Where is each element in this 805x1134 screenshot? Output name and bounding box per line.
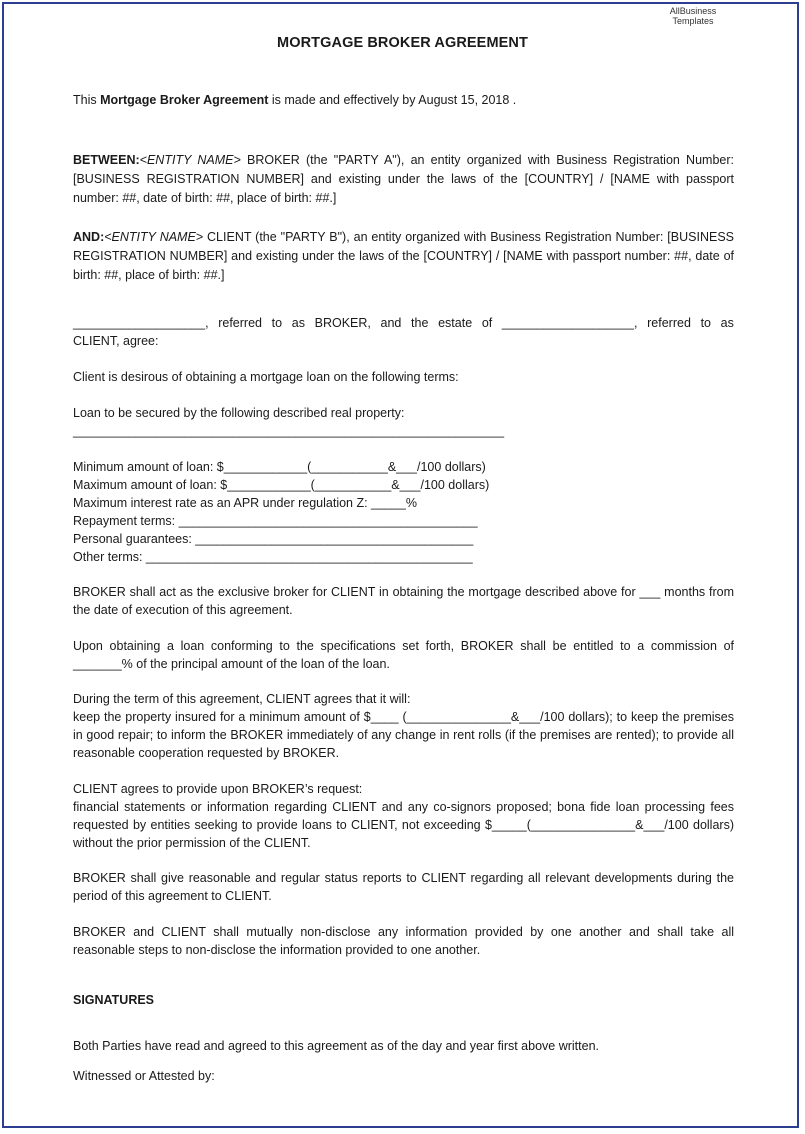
between-entity: <ENTITY NAME> [139,153,241,167]
loan-terms [73,458,734,566]
between-paragraph [73,151,734,208]
referred-word: to [271,316,283,330]
exclusive-paragraph: BROKER shall act as the exclusive broker for CLIENT in obtaining the mortgage described above for ___ months from the date of execution of this agreement. [73,585,734,617]
property-label: Loan to be secured by the following described real property: [73,406,405,420]
and-paragraph [73,228,734,285]
intro-paragraph [73,91,734,109]
provide-text: financial statements or information regarding CLIENT and any co-signors proposed; bona fide loan processing fees requested by entities seeking to provide loans to CLIENT, not exceeding $_____(_______________&___/100 dollars) without the prior permission of the CLIENT. [73,800,734,850]
signatures-read: Both Parties have read and agreed to this agreement as of the day and year first above written. [73,1039,600,1053]
intro-bold: Mortgage Broker Agreement [100,93,269,107]
referred-word: and [380,316,402,330]
provide-paragraph [73,780,734,852]
referred-line-1 [73,314,734,332]
referred-word: estate [438,316,473,330]
referred-word: the [411,316,429,330]
signatures-witness: Witnessed or Attested by: [73,1069,215,1083]
referred-paragraph [73,314,734,350]
provide-intro: CLIENT agrees to provide upon BROKER’s request: [73,782,363,796]
referred-word: as [291,316,305,330]
and-entity: <ENTITY NAME> [104,230,204,244]
commission-paragraph: Upon obtaining a loan conforming to the specifications set forth, BROKER shall be entitled to a commission of _______% of the principal amount of the loan of the loan. [73,639,734,671]
term-guarantees: Personal guarantees: ________________________________________ [73,532,474,546]
during-paragraph [73,690,734,762]
between-text: BROKER (the "PARTY A"), an entity organized with Business Registration Number: [BUSINESS REGISTRATION NUMBER] and existing under the laws of the [COUNTRY] / [NAME with passport number: ##, date of birth: ##, place of birth: ##.] [73,153,734,205]
term-max-amount: Maximum amount of loan: $____________(___________&___/100 dollars) [73,478,490,492]
and-label: AND: [73,230,105,244]
property-blank: ______________________________________________________________ [73,424,505,438]
intro-pre: This [73,93,101,107]
status-paragraph: BROKER shall give reasonable and regular status reports to CLIENT regarding all relevant developments during the period of this agreement to CLIENT. [73,871,734,903]
referred-word: as [720,316,734,330]
property-paragraph [73,404,734,440]
desire-paragraph: Client is desirous of obtaining a mortgage loan on the following terms: [73,370,459,384]
referred-word: ___________________, [73,316,209,330]
signatures-heading: SIGNATURES [73,993,155,1007]
referred-word: of [481,316,493,330]
document-title: MORTGAGE BROKER AGREEMENT [277,35,528,51]
intro-post: is made and effectively by August 15, 2018 . [268,93,517,107]
nondisclose-paragraph: BROKER and CLIENT shall mutually non-disclose any information provided by one another and shall take all reasonable steps to non-disclose the information provided to one another. [73,925,734,957]
term-repayment: Repayment terms: ___________________________________________ [73,514,478,528]
brand-line-2: Templates [672,16,714,26]
during-intro: During the term of this agreement, CLIENT agrees that it will: [73,692,411,706]
referred-line-2: CLIENT, agree: [73,334,159,348]
term-interest-rate: Maximum interest rate as an APR under regulation Z: _____% [73,496,417,510]
brand-logo [648,6,738,26]
during-text: keep the property insured for a minimum amount of $____ (_______________&___/100 dollars); to keep the premises in good repair; to inform the BROKER immediately of any change in rent rolls (if the premises are rented); to provide all reasonable cooperation requested by BROKER. [73,710,734,760]
referred-word: BROKER, [314,316,371,330]
between-label: BETWEEN: [73,153,140,167]
term-other: Other terms: _______________________________________________ [73,550,473,564]
referred-word: referred [218,316,262,330]
referred-word: ___________________, [501,316,638,330]
term-min-amount: Minimum amount of loan: $____________(___________&___/100 dollars) [73,460,486,474]
referred-word: to [700,316,711,330]
and-text: CLIENT (the "PARTY B"), an entity organized with Business Registration Number: [BUSINESS REGISTRATION NUMBER] and existing under the laws of the [COUNTRY] / [NAME with passport number: ##, date of birth: ##, place of birth: ##.] [73,230,734,282]
brand-line-1: AllBusiness [669,6,717,16]
referred-word: referred [647,316,691,330]
